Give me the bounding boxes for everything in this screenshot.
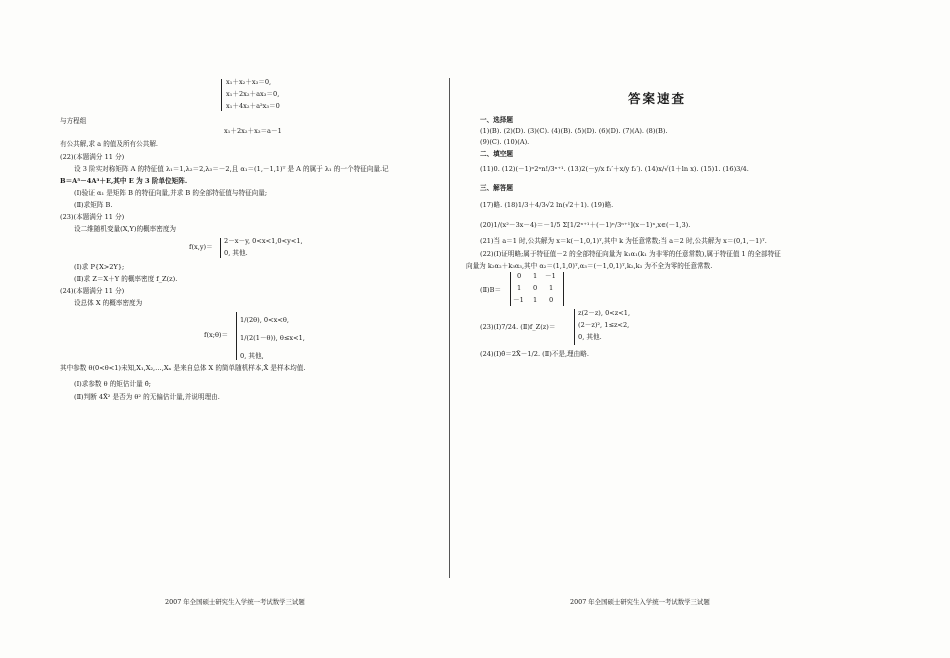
choice-answers-2: (9)(C). (10)(A).	[480, 138, 530, 146]
q22-part-1: (Ⅰ)验证 α₁ 是矩阵 B 的特征向量,并求 B 的全部特征值与特征向量;	[74, 189, 268, 197]
matrix-r2c1: 1	[517, 284, 522, 292]
matrix-r2c2: 0	[533, 284, 538, 292]
q22-line-2: B＝A⁵－4A³＋E,其中 E 为 3 阶单位矩阵.	[60, 177, 188, 185]
matrix-r3c1: －1	[513, 296, 524, 304]
answer-21: (21)当 a＝1 时,公共解为 x＝k(－1,0,1)ᵀ,其中 k 为任意常数;当 a＝2 时,公共解为 x＝(0,1,－1)ᵀ.	[480, 237, 767, 245]
answer-23-case-2: (2－z)², 1≤z<2,	[578, 321, 630, 329]
fill-answers: (11)0. (12)(－1)ⁿ2ⁿn!/3ⁿ⁺¹. (13)2(－y/x f₁′＋x/y f₂′). (14)x/√(1＋ln x). (15)1. (16)3/4.	[480, 165, 749, 173]
q23-part-1: (Ⅰ)求 P{X>2Y};	[74, 263, 125, 271]
ask-text: 有公共解,求 a 的值及所有公共解.	[60, 140, 159, 148]
q24-case-3: 0, 其他,	[240, 352, 264, 360]
left-page	[0, 0, 449, 658]
matrix-r1c3: －1	[545, 272, 556, 280]
q24-line-2: 其中参数 θ(0<θ<1)未知,X₁,X₂,…,Xₙ 是来自总体 X 的简单随机样本,X̄ 是样本均值.	[60, 364, 306, 372]
section-solution: 三、解答题	[480, 184, 513, 192]
q24-brace	[236, 312, 237, 360]
answer-23-case-1: z(2－z), 0<z<1,	[578, 309, 631, 317]
answer-23-brace	[574, 309, 575, 345]
q23-line-1: 设二维随机变量(X,Y)的概率密度为	[74, 225, 177, 233]
q24-case-1: 1/(2θ), 0<x<θ,	[240, 316, 289, 324]
system-eq-2: x₁＋2x₂＋ax₃＝0,	[226, 90, 280, 98]
q23-brace	[220, 238, 221, 258]
q24-part-1: (Ⅰ)求参数 θ 的矩估计量 θ̂;	[74, 380, 151, 388]
system-eq-1: x₁＋x₂＋x₃＝0,	[226, 78, 272, 86]
q23-heading: (23)(本题满分 11 分)	[60, 213, 125, 221]
with-system-text: 与方程组	[60, 117, 87, 125]
equation: x₁＋2x₂＋x₃＝a－1	[224, 127, 282, 135]
answer-23-label: (23)(Ⅰ)7/24. (Ⅱ)f_Z(z)＝	[480, 323, 556, 331]
q24-heading: (24)(本题满分 11 分)	[60, 287, 125, 295]
answer-22-line-1: (22)(Ⅰ)证明略;属于特征值－2 的全部特征向量为 k₁α₁(k₁ 为非零的任意常数),属于特征值 1 的全部特征	[480, 250, 781, 258]
q22-part-2: (Ⅱ)求矩阵 B.	[74, 201, 113, 209]
q24-case-2: 1/(2(1－θ)), θ≤x<1,	[240, 334, 305, 342]
q24-density-label: f(x;θ)＝	[204, 331, 229, 339]
answer-22-line-2: 向量为 k₂α₂＋k₃α₃,其中 α₂＝(1,1,0)ᵀ,α₃＝(－1,0,1)ᵀ,k₂,k₃ 为不全为零的任意常数.	[466, 262, 713, 270]
system-eq-3: x₁＋4x₂＋a²x₃＝0	[226, 102, 280, 110]
left-footer: 2007 年全国硕士研究生入学统一考试数学三试题	[165, 598, 305, 606]
answer-23-case-3: 0, 其他.	[578, 333, 602, 341]
q23-case-2: 0, 其他.	[224, 249, 248, 257]
answer-17-19: (17)略. (18)1/3＋4/3√2 ln(√2＋1). (19)略.	[480, 201, 614, 209]
matrix-r2c3: 1	[549, 284, 554, 292]
right-page	[450, 0, 950, 658]
answer-20: (20)1/(x²－3x－4)＝－1/5 Σ[1/2ⁿ⁺¹＋(－1)ⁿ/3ⁿ⁺¹](x－1)ⁿ,x∈(－1,3).	[480, 221, 691, 229]
q24-part-2: (Ⅱ)判断 4X̄² 是否为 θ² 的无偏估计量,并说明理由.	[74, 393, 220, 401]
right-footer: 2007 年全国硕士研究生入学统一考试数学三试题	[570, 598, 710, 606]
answer-24: (24)(Ⅰ)θ̂＝2X̄－1/2. (Ⅱ)不是,理由略.	[480, 350, 589, 358]
matrix-r3c3: 0	[549, 296, 554, 304]
section-fill: 二、填空题	[480, 150, 513, 158]
matrix-r1c1: 0	[517, 272, 522, 280]
system-brace	[221, 79, 222, 111]
section-choice: 一、选择题	[480, 116, 513, 124]
answer-title: 答案速查	[628, 91, 687, 106]
q22-line-1: 设 3 阶实对称矩阵 A 的特征值 λ₁＝1,λ₂＝2,λ₃＝－2,且 α₁＝(1,－1,1)ᵀ 是 A 的属于 λ₁ 的一个特征向量.记	[74, 165, 389, 173]
matrix-r3c2: 1	[533, 296, 538, 304]
q23-case-1: 2－x－y, 0<x<1,0<y<1,	[224, 237, 303, 245]
q23-part-2: (Ⅱ)求 Z＝X＋Y 的概率密度 f_Z(z).	[74, 275, 178, 283]
q24-line-1: 设总体 X 的概率密度为	[74, 299, 143, 307]
answer-22-b-label: (Ⅱ)B＝	[480, 286, 502, 294]
q23-density-label: f(x,y)＝	[189, 243, 213, 251]
matrix-r1c2: 1	[533, 272, 538, 280]
choice-answers-1: (1)(B). (2)(D). (3)(C). (4)(B). (5)(D). (6)(D). (7)(A). (8)(B).	[480, 127, 668, 135]
q22-heading: (22)(本题满分 11 分)	[60, 153, 125, 161]
matrix-b	[510, 272, 564, 306]
